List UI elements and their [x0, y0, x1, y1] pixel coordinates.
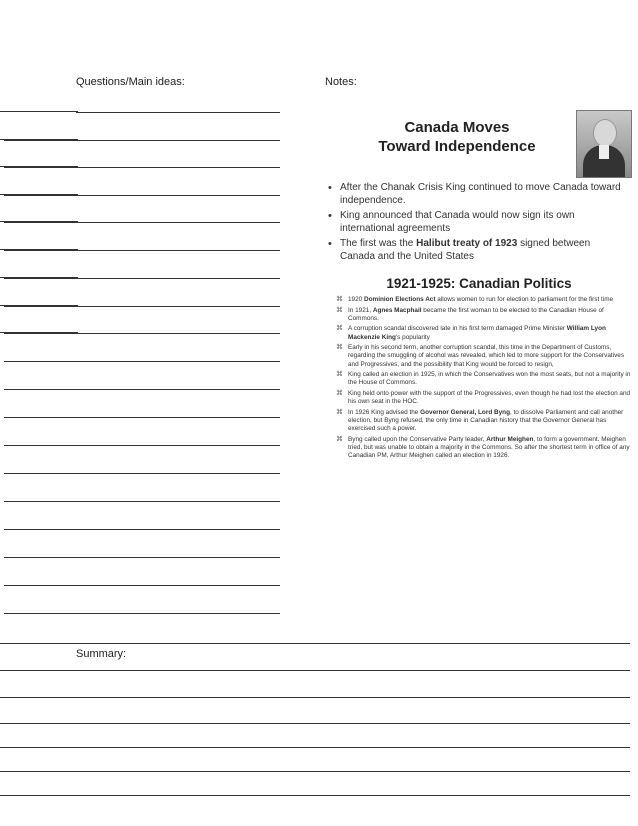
question-line[interactable]: [4, 306, 280, 307]
question-line-segment: [0, 332, 78, 333]
slide2-bullet-text: , to dissolve Parliament and call another election, but Byng refused, the only time in Canadian history that the Governor General has exercised such a power.: [348, 408, 624, 433]
slide2-bullet-bold: William Lyon Mackenzie King: [348, 325, 606, 341]
summary-line[interactable]: [0, 697, 630, 698]
slide1-bullet-text: After the Chanak Crisis King continued to move Canada toward independence.: [340, 182, 621, 206]
slide1-bullet: [326, 238, 626, 263]
question-line[interactable]: [4, 222, 280, 223]
command-key-icon: ⌘: [336, 389, 343, 397]
question-line-segment: [0, 305, 78, 306]
slide1-bullet-bold: Halibut treaty of 1923: [416, 238, 518, 249]
slide2-bullet-text: In 1921,: [348, 306, 373, 314]
slide1-bullet-list: [326, 182, 626, 266]
command-key-icon: ⌘: [336, 408, 343, 416]
summary-line[interactable]: [0, 771, 630, 772]
slide2-bullet-text: allows women to run for election to parliament for the first time: [435, 296, 614, 303]
question-line[interactable]: [4, 445, 280, 446]
question-line[interactable]: [4, 501, 280, 502]
slide1-bullet-text: King announced that Canada would now sign its own international agreements: [340, 210, 575, 234]
slide2-bullet-text: became the first woman to be elected to the Canadian House of Commons.: [348, 306, 604, 322]
question-line-segment: [0, 277, 78, 278]
slide2-bullet-text: 's popularity: [395, 333, 430, 341]
slide1-bullet: [326, 182, 626, 207]
slide2-bullet-text: In 1926 King advised the: [348, 408, 421, 416]
summary-line[interactable]: [0, 670, 630, 671]
slide2-bullet-bold: Dominion Elections Act: [364, 296, 436, 303]
slide1-title-line1: Canada Moves: [404, 119, 510, 136]
question-line[interactable]: [4, 278, 280, 279]
question-line[interactable]: [4, 417, 280, 418]
notes-header: Notes:: [325, 76, 357, 88]
question-line-segment: [0, 139, 78, 140]
question-line[interactable]: [4, 529, 280, 530]
summary-line[interactable]: [0, 723, 630, 724]
question-line[interactable]: [4, 613, 280, 614]
slide2-bullet: [336, 325, 632, 341]
slide2-bullet: [336, 296, 632, 304]
slide1-title-line2: Toward Independence: [378, 138, 536, 155]
slide2-bullet-text: Byng called upon the Conservative Party leader,: [348, 435, 487, 443]
question-line[interactable]: [4, 389, 280, 390]
summary-header: Summary:: [76, 648, 127, 660]
question-line[interactable]: [4, 140, 280, 141]
slide2-bullet-text: A corruption scandal discovered late in his first term damaged Prime Minister: [348, 325, 567, 333]
slide2-bullet-bold: Governor General, Lord Byng: [420, 408, 510, 416]
slide2-bullet-text: King called an election in 1925, in which the Conservatives won the most seats, but not a majority in the House of Commons.: [348, 371, 631, 387]
questions-header: Questions/Main ideas:: [76, 76, 185, 88]
question-line-segment: [0, 249, 78, 250]
question-line-segment: [0, 221, 78, 222]
slide2-bullet-bold: Agnes Macphail: [372, 306, 422, 314]
summary-line[interactable]: [0, 747, 630, 748]
slide1-bullet-text: signed between Canada and the United States: [340, 238, 591, 262]
question-line[interactable]: [76, 112, 280, 113]
question-line-segment: [0, 166, 78, 167]
summary-line[interactable]: [0, 795, 630, 796]
slide-canada-moves: [322, 100, 636, 275]
slide2-bullet-list: [336, 296, 632, 463]
question-line[interactable]: [4, 333, 280, 334]
question-line[interactable]: [4, 361, 280, 362]
slide2-bullet-text: Early in his second term, another corruption scandal, this time in the Department of Customs, regarding the smuggling of alcohol was revealed, which led to more support for the Conservatives and Progressives, and the possibility that King would be forced to resign,: [348, 344, 625, 368]
question-line[interactable]: [4, 473, 280, 474]
portrait-photo-icon: [576, 110, 632, 178]
slide1-title: [322, 118, 592, 156]
slide-canadian-politics: [322, 272, 636, 552]
question-line[interactable]: [4, 557, 280, 558]
slide2-bullet-text: , to form a government. Meighen tried, but was unable to obtain a majority in the Commons. So after the shortest term in office of any Canadian PM, Arthur Meighen called an election in 1926.: [348, 435, 630, 460]
command-key-icon: ⌘: [336, 344, 343, 352]
question-line[interactable]: [4, 195, 280, 196]
slide2-title: 1921-1925: Canadian Politics: [386, 276, 572, 291]
command-key-icon: ⌘: [336, 296, 343, 303]
slide2-bullet: [336, 371, 632, 387]
command-key-icon: ⌘: [336, 435, 343, 443]
slide2-bullet-text: King held onto power with the support of the Progressives, even though he had lost the election and his own seat in the HOC.: [348, 389, 631, 406]
slide2-bullet: [336, 390, 632, 406]
command-key-icon: ⌘: [336, 371, 343, 379]
slide1-bullet-text: The first was the: [340, 238, 417, 249]
question-line-segment: [0, 111, 78, 112]
command-key-icon: ⌘: [336, 306, 343, 314]
summary-top-rule: [0, 643, 630, 644]
slide2-bullet: [336, 409, 632, 434]
question-line[interactable]: [4, 250, 280, 251]
question-line[interactable]: [4, 585, 280, 586]
slide2-bullet-text: 1920: [348, 296, 364, 303]
slide2-bullet: [336, 436, 632, 461]
question-line-segment: [0, 194, 78, 195]
command-key-icon: ⌘: [336, 325, 343, 333]
slide2-bullet-bold: Arthur Meighen: [486, 435, 534, 443]
slide1-bullet: [326, 210, 626, 235]
question-line[interactable]: [4, 167, 280, 168]
slide2-bullet: [336, 344, 632, 369]
slide2-bullet: [336, 307, 632, 323]
